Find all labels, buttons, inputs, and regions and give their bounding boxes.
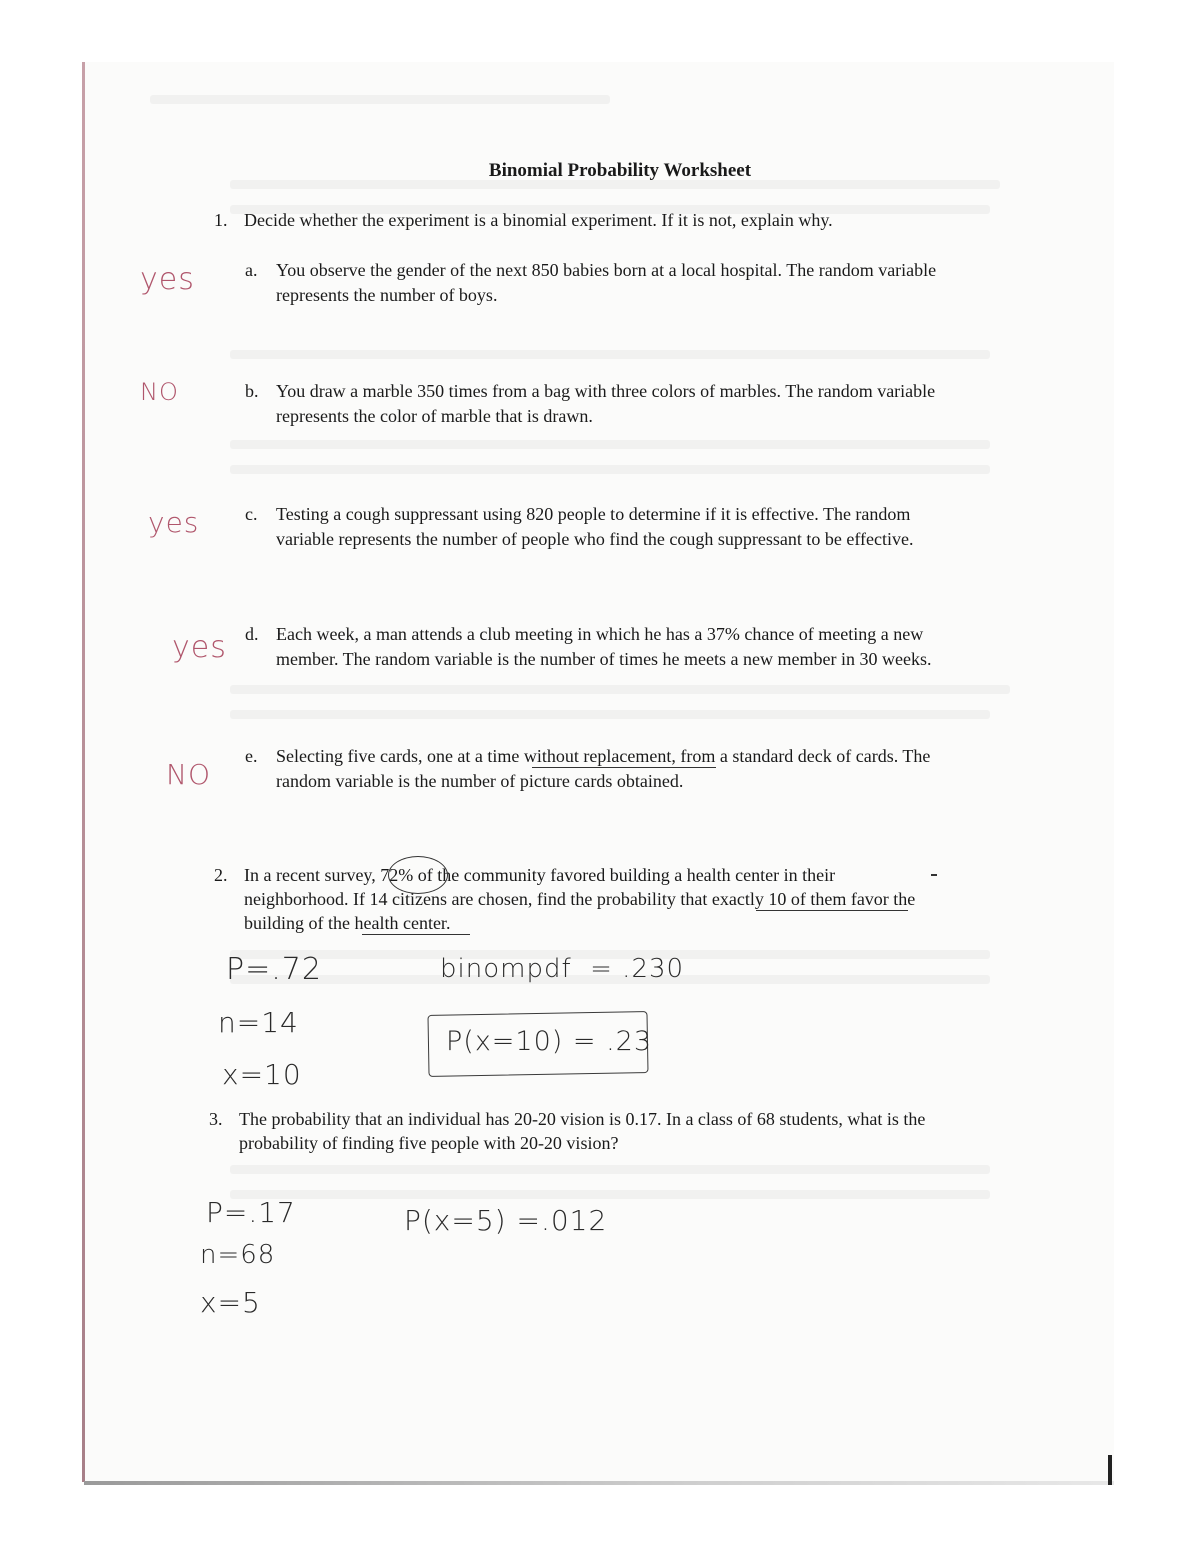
question-text-line: The probability that an individual has 20-20 vision is 0.17. In a class of 68 students, what is the [239,1109,926,1129]
handwritten-underline [532,767,716,768]
handwritten-work-n: n=14 [218,1006,299,1039]
question-number: 3. [209,1109,223,1129]
paper-corner-mark [1108,1455,1112,1485]
bleed-through-line [230,710,990,719]
bleed-through-line [230,440,990,449]
question-text-line: building of the health center. [244,913,451,933]
question-number: 1. [214,210,228,230]
handwritten-answer-2: P(x=10) = .23 [446,1026,653,1057]
question-3 [209,1108,1029,1156]
bleed-through-line [230,1190,990,1199]
question-1e [245,745,1045,793]
part-text-line: represents the color of marble that is drawn. [276,406,593,426]
bleed-through-line [230,465,990,474]
question-2 [214,864,1014,936]
part-label: a. [245,260,258,280]
question-1d [245,623,1045,671]
handwritten-answer-1e: NO [166,758,211,791]
stray-pen-mark [931,874,937,876]
question-text-line: probability of finding five people with 20-20 vision? [239,1133,619,1153]
handwritten-answer-1d: yes [172,630,227,665]
handwritten-answer-1b: NO [140,378,179,406]
question-text-line: neighborhood. If 14 citizens are chosen, find the probability that exactly 10 of them favor the [244,889,916,909]
part-text-line: variable represents the number of people who find the cough suppressant to be effective. [276,529,914,549]
handwritten-work-p: P=.17 [206,1196,296,1229]
part-text-line: Selecting five cards, one at a time without replacement, from a standard deck of cards. The [276,746,931,766]
question-text-line: In a recent survey, 72% of the community favored building a health center in their [244,865,836,885]
part-label: d. [245,624,259,644]
part-label: b. [245,381,259,401]
handwritten-work-n: n=68 [200,1240,276,1270]
part-text-line: random variable is the number of picture cards obtained. [276,771,684,791]
handwritten-work-p: P=.72 [226,952,322,987]
part-label: c. [245,504,258,524]
handwritten-underline [362,934,470,935]
handwritten-answer-3: P(x=5) =.012 [404,1204,608,1237]
bleed-through-line [230,685,1010,694]
paper-left-edge [82,62,85,1482]
bleed-through-line [230,1165,990,1174]
part-text-line: member. The random variable is the number of times he meets a new member in 30 weeks. [276,649,932,669]
question-1a [245,259,1045,307]
question-1 [214,209,1114,233]
handwritten-circle [388,856,448,894]
worksheet-title: Binomial Probability Worksheet [488,160,752,181]
question-text: Decide whether the experiment is a binomial experiment. If it is not, explain why. [244,210,833,230]
question-1b [245,380,1045,428]
part-text-line: represents the number of boys. [276,285,498,305]
bleed-through-line [150,95,610,104]
paper-bottom-edge [84,1481,1114,1485]
part-text-line: Testing a cough suppressant using 820 people to determine if it is effective. The random [276,504,911,524]
question-1c [245,503,1045,551]
part-text-line: You draw a marble 350 times from a bag with three colors of marbles. The random variable [276,381,936,401]
handwritten-work-x: x=10 [222,1058,302,1091]
part-label: e. [245,746,258,766]
handwritten-work-x: x=5 [200,1286,261,1319]
handwritten-answer-1a: yes [140,262,195,297]
handwritten-answer-1c: yes [148,506,200,539]
question-number: 2. [214,865,228,885]
handwritten-underline [756,910,908,911]
handwritten-calculation: binompdf = .230 [440,954,685,984]
bleed-through-line [230,350,990,359]
part-text-line: You observe the gender of the next 850 babies born at a local hospital. The random variable [276,260,937,280]
part-text-line: Each week, a man attends a club meeting in which he has a 37% chance of meeting a new [276,624,924,644]
